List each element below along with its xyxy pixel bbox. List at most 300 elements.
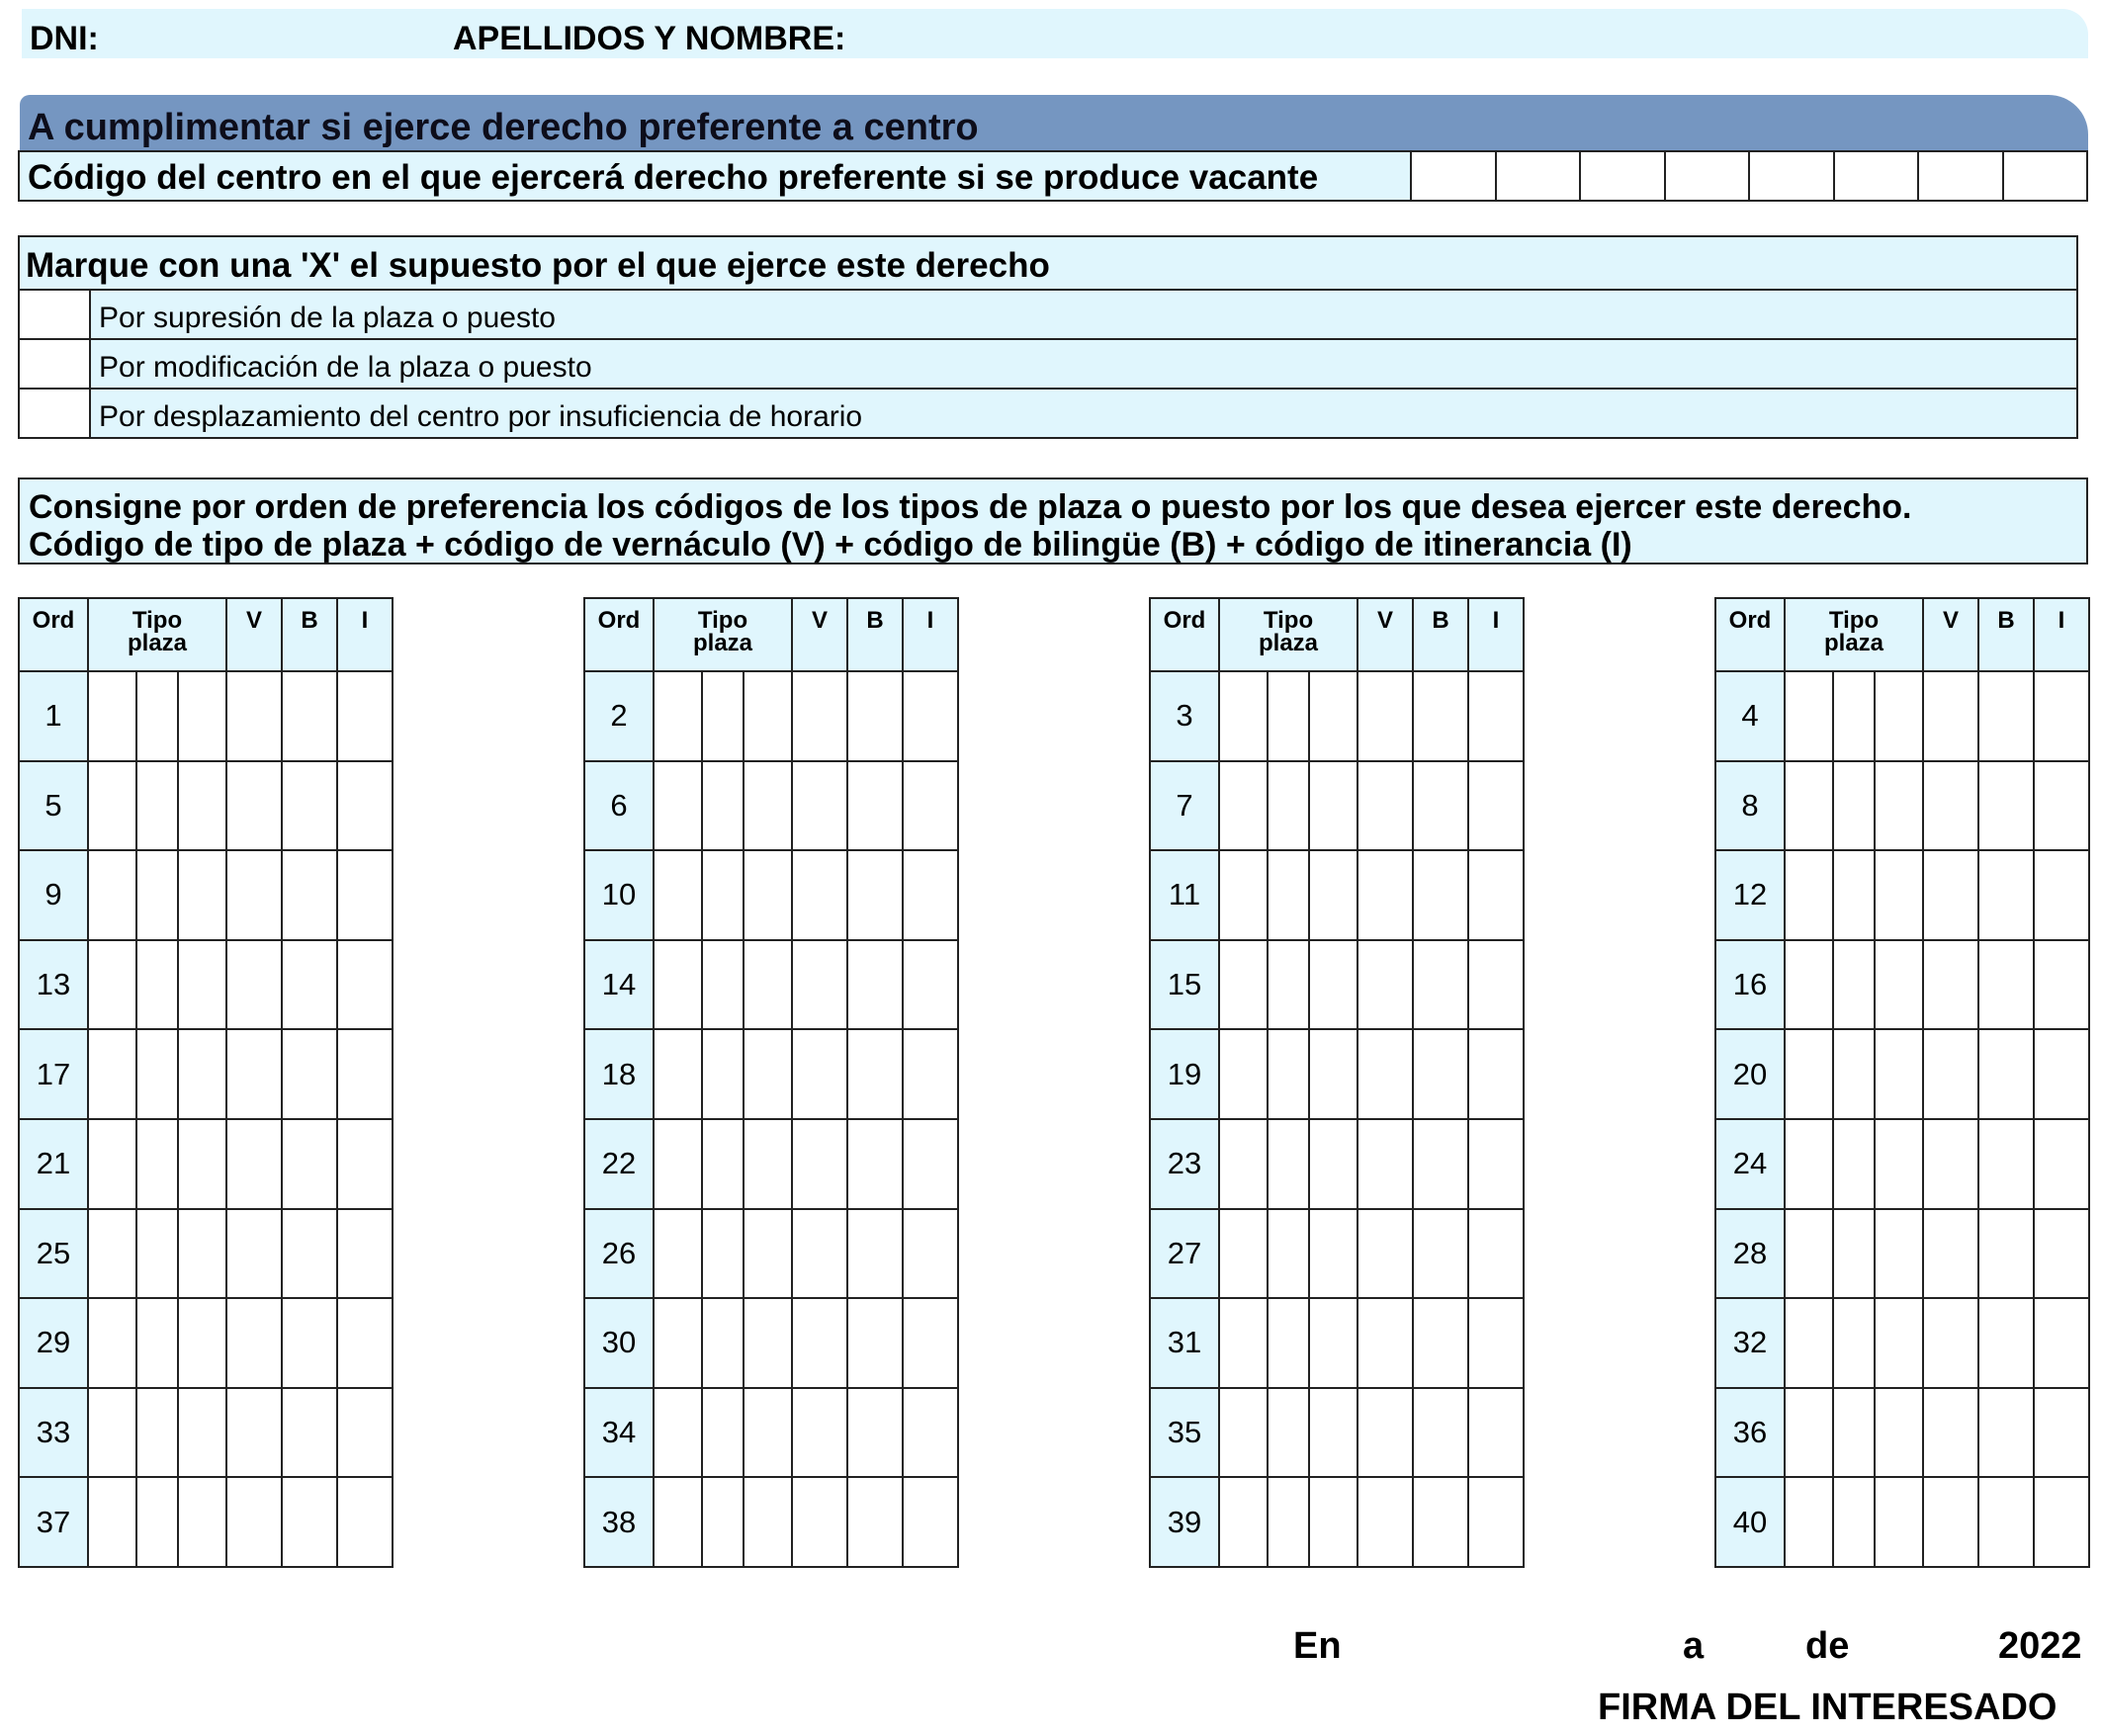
order-number: 32 [1715, 1298, 1785, 1388]
itinerancia-cell[interactable] [2034, 1209, 2089, 1299]
bilingue-cell[interactable] [1413, 1477, 1468, 1567]
centro-code-box-8[interactable] [2002, 152, 2087, 200]
centro-code-box-6[interactable] [1833, 152, 1918, 200]
itinerancia-cell[interactable] [337, 1298, 393, 1388]
applicant-header [22, 9, 2088, 58]
vernaculo-cell[interactable] [226, 1029, 282, 1119]
order-number: 21 [19, 1119, 88, 1209]
i-header: I [2034, 598, 2089, 671]
tipo-plaza-cell[interactable] [744, 1298, 792, 1388]
supuesto-option-label: Por supresión de la plaza o puesto [91, 291, 2076, 338]
grid-row [19, 671, 393, 761]
itinerancia-cell[interactable] [2034, 761, 2089, 851]
tipo-plaza-cell[interactable] [88, 1119, 136, 1209]
preference-table [18, 597, 394, 1568]
tipo-plaza-cell[interactable] [1309, 1209, 1358, 1299]
i-header: I [1468, 598, 1524, 671]
tipo-plaza-cell[interactable] [1785, 1029, 1833, 1119]
tipo-plaza-cell[interactable] [1309, 940, 1358, 1030]
order-number: 29 [19, 1298, 88, 1388]
grid-row [1715, 1029, 2089, 1119]
grid-row [19, 761, 393, 851]
tipo-plaza-cell[interactable] [654, 761, 702, 851]
bilingue-cell[interactable] [1413, 1388, 1468, 1478]
vernaculo-cell[interactable] [1358, 1029, 1413, 1119]
bilingue-cell[interactable] [1978, 1298, 2034, 1388]
vernaculo-cell[interactable] [226, 1119, 282, 1209]
tipo-plaza-cell[interactable] [178, 1298, 226, 1388]
itinerancia-cell[interactable] [337, 850, 393, 940]
itinerancia-cell[interactable] [1468, 850, 1524, 940]
tipo-plaza-cell[interactable] [1268, 1298, 1309, 1388]
tipo-plaza-cell[interactable] [136, 1298, 178, 1388]
tipo-plaza-cell[interactable] [1785, 671, 1833, 761]
tipo-plaza-cell[interactable] [1833, 940, 1875, 1030]
tipo-plaza-cell[interactable] [1309, 1298, 1358, 1388]
tipo-plaza-cell[interactable] [1785, 1477, 1833, 1567]
tipo-plaza-cell[interactable] [1875, 1477, 1923, 1567]
tipo-plaza-cell[interactable] [1268, 850, 1309, 940]
vernaculo-cell[interactable] [226, 850, 282, 940]
tipo-plaza-cell[interactable] [1833, 1119, 1875, 1209]
preference-table [1714, 597, 2090, 1568]
vernaculo-cell[interactable] [1358, 1119, 1413, 1209]
order-number: 28 [1715, 1209, 1785, 1299]
vernaculo-cell[interactable] [1358, 1477, 1413, 1567]
tipo-plaza-cell[interactable] [1309, 761, 1358, 851]
tipo-plaza-cell[interactable] [88, 1477, 136, 1567]
tipo-plaza-cell[interactable] [1785, 1119, 1833, 1209]
itinerancia-cell[interactable] [337, 761, 393, 851]
i-header: I [337, 598, 393, 671]
tipo-plaza-cell[interactable] [654, 850, 702, 940]
bilingue-cell[interactable] [282, 671, 337, 761]
vernaculo-cell[interactable] [792, 761, 847, 851]
bilingue-cell[interactable] [1978, 671, 2034, 761]
tipo-plaza-cell[interactable] [178, 1477, 226, 1567]
centro-code-box-3[interactable] [1579, 152, 1664, 200]
itinerancia-cell[interactable] [2034, 1388, 2089, 1478]
order-number: 10 [584, 850, 654, 940]
vernaculo-cell[interactable] [792, 850, 847, 940]
itinerancia-cell[interactable] [2034, 1119, 2089, 1209]
tipo-plaza-cell[interactable] [702, 1298, 744, 1388]
itinerancia-cell[interactable] [2034, 1477, 2089, 1567]
tipo-plaza-cell[interactable] [1268, 671, 1309, 761]
bilingue-cell[interactable] [1413, 761, 1468, 851]
tipo-plaza-cell[interactable] [1785, 1209, 1833, 1299]
tipo-plaza-cell[interactable] [1309, 1119, 1358, 1209]
vernaculo-cell[interactable] [792, 1388, 847, 1478]
tipo-plaza-cell[interactable] [1875, 1388, 1923, 1478]
tipo-plaza-cell[interactable] [744, 1477, 792, 1567]
vernaculo-cell[interactable] [226, 1209, 282, 1299]
tipo-plaza-cell[interactable] [1833, 1029, 1875, 1119]
itinerancia-cell[interactable] [1468, 1477, 1524, 1567]
bilingue-cell[interactable] [847, 1029, 903, 1119]
itinerancia-cell[interactable] [903, 671, 958, 761]
itinerancia-cell[interactable] [1468, 940, 1524, 1030]
itinerancia-cell[interactable] [337, 940, 393, 1030]
tipo-plaza-cell[interactable] [1309, 850, 1358, 940]
supuesto-option-row [20, 390, 2076, 437]
grid-row [1715, 671, 2089, 761]
itinerancia-cell[interactable] [1468, 1298, 1524, 1388]
section-title: A cumplimentar si ejerce derecho preferente a centro [28, 107, 979, 148]
tipo-plaza-cell[interactable] [1268, 1388, 1309, 1478]
grid-row [1150, 1388, 1524, 1478]
itinerancia-cell[interactable] [1468, 1388, 1524, 1478]
itinerancia-cell[interactable] [903, 1119, 958, 1209]
tipo-plaza-cell[interactable] [1875, 1119, 1923, 1209]
tipo-plaza-cell[interactable] [1309, 1388, 1358, 1478]
vernaculo-cell[interactable] [1358, 1209, 1413, 1299]
itinerancia-cell[interactable] [903, 1477, 958, 1567]
supuesto-checkbox-modificacion[interactable] [20, 340, 91, 388]
tipo-plaza-cell[interactable] [1219, 1029, 1268, 1119]
bilingue-cell[interactable] [847, 1298, 903, 1388]
itinerancia-cell[interactable] [2034, 671, 2089, 761]
itinerancia-cell[interactable] [337, 1029, 393, 1119]
grid-row [19, 1388, 393, 1478]
vernaculo-cell[interactable] [1923, 671, 1978, 761]
tipo-plaza-cell[interactable] [744, 1388, 792, 1478]
vernaculo-cell[interactable] [792, 1119, 847, 1209]
tipo-plaza-cell[interactable] [744, 1119, 792, 1209]
tipo-plaza-cell[interactable] [1219, 1388, 1268, 1478]
order-number: 7 [1150, 761, 1219, 851]
itinerancia-cell[interactable] [2034, 1298, 2089, 1388]
vernaculo-cell[interactable] [792, 940, 847, 1030]
preference-grid-3 [1149, 597, 1523, 1568]
vernaculo-cell[interactable] [792, 1298, 847, 1388]
tipo-plaza-cell[interactable] [1785, 1388, 1833, 1478]
centro-code-box-2[interactable] [1495, 152, 1580, 200]
tipo-plaza-cell[interactable] [178, 940, 226, 1030]
footer-a: a [1683, 1625, 1705, 1667]
bilingue-cell[interactable] [847, 1119, 903, 1209]
tipo-plaza-cell[interactable] [1785, 850, 1833, 940]
bilingue-cell[interactable] [1413, 850, 1468, 940]
bilingue-cell[interactable] [1978, 1388, 2034, 1478]
grid-row [584, 671, 958, 761]
itinerancia-cell[interactable] [903, 1209, 958, 1299]
tipo-plaza-cell[interactable] [1268, 940, 1309, 1030]
itinerancia-cell[interactable] [2034, 940, 2089, 1030]
vernaculo-cell[interactable] [1923, 1477, 1978, 1567]
bilingue-cell[interactable] [1978, 940, 2034, 1030]
tipo-plaza-cell[interactable] [1875, 671, 1923, 761]
vernaculo-cell[interactable] [1358, 761, 1413, 851]
centro-code-box-7[interactable] [1917, 152, 2002, 200]
tipo-plaza-cell[interactable] [702, 1209, 744, 1299]
tipo-plaza-cell[interactable] [178, 761, 226, 851]
bilingue-cell[interactable] [282, 1388, 337, 1478]
tipo-plaza-cell[interactable] [744, 671, 792, 761]
tipo-plaza-cell[interactable] [1785, 1298, 1833, 1388]
tipo-plaza-cell[interactable] [1268, 1029, 1309, 1119]
tipo-plaza-cell[interactable] [1833, 671, 1875, 761]
tipo-plaza-cell[interactable] [1875, 1298, 1923, 1388]
tipo-plaza-cell[interactable] [136, 1029, 178, 1119]
tipo-plaza-cell[interactable] [702, 1388, 744, 1478]
bilingue-cell[interactable] [282, 940, 337, 1030]
ord-header: Ord [1150, 598, 1219, 671]
bilingue-cell[interactable] [282, 1119, 337, 1209]
bilingue-cell[interactable] [282, 761, 337, 851]
grid-header-row [1715, 598, 2089, 671]
dni-label: DNI: [30, 20, 99, 57]
tipo-plaza-cell[interactable] [1785, 940, 1833, 1030]
tipo-plaza-cell[interactable] [1785, 761, 1833, 851]
centro-code-box-5[interactable] [1748, 152, 1833, 200]
tipo-plaza-cell[interactable] [654, 1119, 702, 1209]
tipo-plaza-cell[interactable] [654, 671, 702, 761]
tipo-plaza-header [88, 598, 226, 671]
tipo-plaza-cell[interactable] [136, 1388, 178, 1478]
tipo-plaza-cell[interactable] [1875, 761, 1923, 851]
itinerancia-cell[interactable] [337, 671, 393, 761]
itinerancia-cell[interactable] [1468, 761, 1524, 851]
bilingue-cell[interactable] [847, 671, 903, 761]
instructions-box [18, 477, 2088, 564]
bilingue-cell[interactable] [282, 1029, 337, 1119]
bilingue-cell[interactable] [1978, 761, 2034, 851]
tipo-plaza-cell[interactable] [136, 671, 178, 761]
tipo-plaza-cell[interactable] [1833, 850, 1875, 940]
tipo-plaza-header [1785, 598, 1923, 671]
tipo-plaza-cell[interactable] [178, 1388, 226, 1478]
tipo-plaza-cell[interactable] [1219, 1119, 1268, 1209]
vernaculo-cell[interactable] [1358, 940, 1413, 1030]
vernaculo-cell[interactable] [226, 1477, 282, 1567]
vernaculo-cell[interactable] [226, 940, 282, 1030]
preference-table [583, 597, 959, 1568]
centro-code-box-1[interactable] [1410, 152, 1495, 200]
tipo-plaza-cell[interactable] [1219, 850, 1268, 940]
bilingue-cell[interactable] [282, 1298, 337, 1388]
grid-row [584, 1119, 958, 1209]
centro-code-box-4[interactable] [1664, 152, 1749, 200]
tipo-plaza-cell[interactable] [1833, 1477, 1875, 1567]
itinerancia-cell[interactable] [1468, 1209, 1524, 1299]
tipo-plaza-cell[interactable] [1219, 1298, 1268, 1388]
tipo-plaza-cell[interactable] [1833, 1388, 1875, 1478]
order-number: 3 [1150, 671, 1219, 761]
itinerancia-cell[interactable] [2034, 1029, 2089, 1119]
bilingue-cell[interactable] [1978, 1477, 2034, 1567]
tipo-plaza-cell[interactable] [178, 1209, 226, 1299]
vernaculo-cell[interactable] [226, 1388, 282, 1478]
itinerancia-cell[interactable] [337, 1477, 393, 1567]
vernaculo-cell[interactable] [792, 671, 847, 761]
tipo-plaza-cell[interactable] [88, 761, 136, 851]
tipo-plaza-cell[interactable] [1833, 761, 1875, 851]
tipo-plaza-cell[interactable] [744, 761, 792, 851]
order-number: 9 [19, 850, 88, 940]
vernaculo-cell[interactable] [1923, 1298, 1978, 1388]
tipo-plaza-cell[interactable] [1875, 940, 1923, 1030]
grid-header-row [19, 598, 393, 671]
itinerancia-cell[interactable] [903, 850, 958, 940]
tipo-plaza-cell[interactable] [1833, 1209, 1875, 1299]
bilingue-cell[interactable] [1413, 1209, 1468, 1299]
tipo-plaza-cell[interactable] [1833, 1298, 1875, 1388]
supuesto-option-row [20, 291, 2076, 340]
order-number: 15 [1150, 940, 1219, 1030]
bilingue-cell[interactable] [1978, 850, 2034, 940]
vernaculo-cell[interactable] [1923, 1029, 1978, 1119]
preference-grid-1 [18, 597, 392, 1568]
vernaculo-cell[interactable] [1358, 850, 1413, 940]
bilingue-cell[interactable] [1413, 1298, 1468, 1388]
itinerancia-cell[interactable] [1468, 671, 1524, 761]
bilingue-cell[interactable] [1978, 1029, 2034, 1119]
tipo-plaza-cell[interactable] [88, 1209, 136, 1299]
vernaculo-cell[interactable] [1923, 850, 1978, 940]
vernaculo-cell[interactable] [226, 671, 282, 761]
tipo-plaza-cell[interactable] [744, 1209, 792, 1299]
order-number: 5 [19, 761, 88, 851]
tipo-plaza-cell[interactable] [136, 1119, 178, 1209]
bilingue-cell[interactable] [847, 850, 903, 940]
tipo-plaza-cell[interactable] [702, 761, 744, 851]
tipo-plaza-cell[interactable] [88, 850, 136, 940]
order-number: 18 [584, 1029, 654, 1119]
bilingue-cell[interactable] [847, 940, 903, 1030]
supuesto-checkbox-desplazamiento[interactable] [20, 390, 91, 437]
vernaculo-cell[interactable] [1923, 761, 1978, 851]
tipo-plaza-cell[interactable] [702, 671, 744, 761]
tipo-plaza-cell[interactable] [654, 1388, 702, 1478]
vernaculo-cell[interactable] [1923, 1388, 1978, 1478]
tipo-plaza-cell[interactable] [88, 1298, 136, 1388]
tipo-plaza-cell[interactable] [1219, 940, 1268, 1030]
tipo-plaza-cell[interactable] [654, 940, 702, 1030]
itinerancia-cell[interactable] [903, 940, 958, 1030]
tipo-plaza-cell[interactable] [1219, 1477, 1268, 1567]
tipo-plaza-cell[interactable] [136, 850, 178, 940]
tipo-plaza-cell[interactable] [1219, 761, 1268, 851]
itinerancia-cell[interactable] [903, 1388, 958, 1478]
itinerancia-cell[interactable] [1468, 1029, 1524, 1119]
itinerancia-cell[interactable] [337, 1388, 393, 1478]
vernaculo-cell[interactable] [1923, 1119, 1978, 1209]
bilingue-cell[interactable] [1978, 1209, 2034, 1299]
tipo-plaza-cell[interactable] [88, 671, 136, 761]
vernaculo-cell[interactable] [226, 1298, 282, 1388]
tipo-plaza-cell[interactable] [1309, 1029, 1358, 1119]
tipo-plaza-cell[interactable] [702, 940, 744, 1030]
tipo-header-line1: Tipo [131, 607, 183, 634]
footer-en: En [1293, 1625, 1342, 1667]
itinerancia-cell[interactable] [903, 761, 958, 851]
tipo-plaza-cell[interactable] [1219, 671, 1268, 761]
tipo-plaza-cell[interactable] [1219, 1209, 1268, 1299]
tipo-plaza-cell[interactable] [1268, 1477, 1309, 1567]
bilingue-cell[interactable] [1413, 1029, 1468, 1119]
bilingue-cell[interactable] [847, 1388, 903, 1478]
tipo-plaza-cell[interactable] [1875, 1029, 1923, 1119]
tipo-plaza-cell[interactable] [654, 1029, 702, 1119]
bilingue-cell[interactable] [847, 1209, 903, 1299]
order-number: 19 [1150, 1029, 1219, 1119]
itinerancia-cell[interactable] [1468, 1119, 1524, 1209]
order-number: 8 [1715, 761, 1785, 851]
bilingue-cell[interactable] [847, 1477, 903, 1567]
preference-grid-4 [1714, 597, 2088, 1568]
bilingue-cell[interactable] [282, 850, 337, 940]
bilingue-cell[interactable] [282, 1209, 337, 1299]
tipo-plaza-cell[interactable] [654, 1477, 702, 1567]
tipo-plaza-cell[interactable] [702, 1477, 744, 1567]
v-header: V [792, 598, 847, 671]
grid-row [584, 850, 958, 940]
tipo-plaza-cell[interactable] [1268, 761, 1309, 851]
tipo-plaza-cell[interactable] [702, 1029, 744, 1119]
itinerancia-cell[interactable] [903, 1029, 958, 1119]
vernaculo-cell[interactable] [226, 761, 282, 851]
itinerancia-cell[interactable] [2034, 850, 2089, 940]
tipo-plaza-cell[interactable] [136, 761, 178, 851]
tipo-plaza-cell[interactable] [744, 1029, 792, 1119]
supuesto-checkbox-supresion[interactable] [20, 291, 91, 338]
tipo-plaza-cell[interactable] [178, 850, 226, 940]
tipo-plaza-cell[interactable] [1309, 1477, 1358, 1567]
tipo-plaza-cell[interactable] [744, 850, 792, 940]
vernaculo-cell[interactable] [1923, 1209, 1978, 1299]
vernaculo-cell[interactable] [792, 1209, 847, 1299]
tipo-plaza-cell[interactable] [1875, 850, 1923, 940]
tipo-plaza-cell[interactable] [88, 1388, 136, 1478]
vernaculo-cell[interactable] [1358, 1298, 1413, 1388]
tipo-plaza-cell[interactable] [654, 1298, 702, 1388]
vernaculo-cell[interactable] [792, 1029, 847, 1119]
tipo-plaza-cell[interactable] [136, 1209, 178, 1299]
bilingue-cell[interactable] [847, 761, 903, 851]
tipo-plaza-cell[interactable] [136, 940, 178, 1030]
vernaculo-cell[interactable] [1358, 671, 1413, 761]
itinerancia-cell[interactable] [337, 1119, 393, 1209]
vernaculo-cell[interactable] [1358, 1388, 1413, 1478]
tipo-plaza-cell[interactable] [88, 1029, 136, 1119]
tipo-plaza-cell[interactable] [702, 1119, 744, 1209]
tipo-plaza-cell[interactable] [1875, 1209, 1923, 1299]
signature-label: FIRMA DEL INTERESADO [1598, 1687, 2058, 1728]
bilingue-cell[interactable] [1978, 1119, 2034, 1209]
tipo-plaza-cell[interactable] [1309, 671, 1358, 761]
tipo-plaza-cell[interactable] [702, 850, 744, 940]
tipo-plaza-cell[interactable] [178, 1029, 226, 1119]
vernaculo-cell[interactable] [792, 1477, 847, 1567]
tipo-plaza-cell[interactable] [178, 1119, 226, 1209]
tipo-plaza-cell[interactable] [88, 940, 136, 1030]
tipo-plaza-cell[interactable] [178, 671, 226, 761]
bilingue-cell[interactable] [1413, 940, 1468, 1030]
tipo-plaza-cell[interactable] [136, 1477, 178, 1567]
tipo-plaza-cell[interactable] [1268, 1119, 1309, 1209]
itinerancia-cell[interactable] [903, 1298, 958, 1388]
itinerancia-cell[interactable] [337, 1209, 393, 1299]
vernaculo-cell[interactable] [1923, 940, 1978, 1030]
bilingue-cell[interactable] [282, 1477, 337, 1567]
bilingue-cell[interactable] [1413, 1119, 1468, 1209]
tipo-plaza-cell[interactable] [744, 940, 792, 1030]
order-number: 33 [19, 1388, 88, 1478]
tipo-plaza-cell[interactable] [1268, 1209, 1309, 1299]
tipo-plaza-cell[interactable] [654, 1209, 702, 1299]
bilingue-cell[interactable] [1413, 671, 1468, 761]
